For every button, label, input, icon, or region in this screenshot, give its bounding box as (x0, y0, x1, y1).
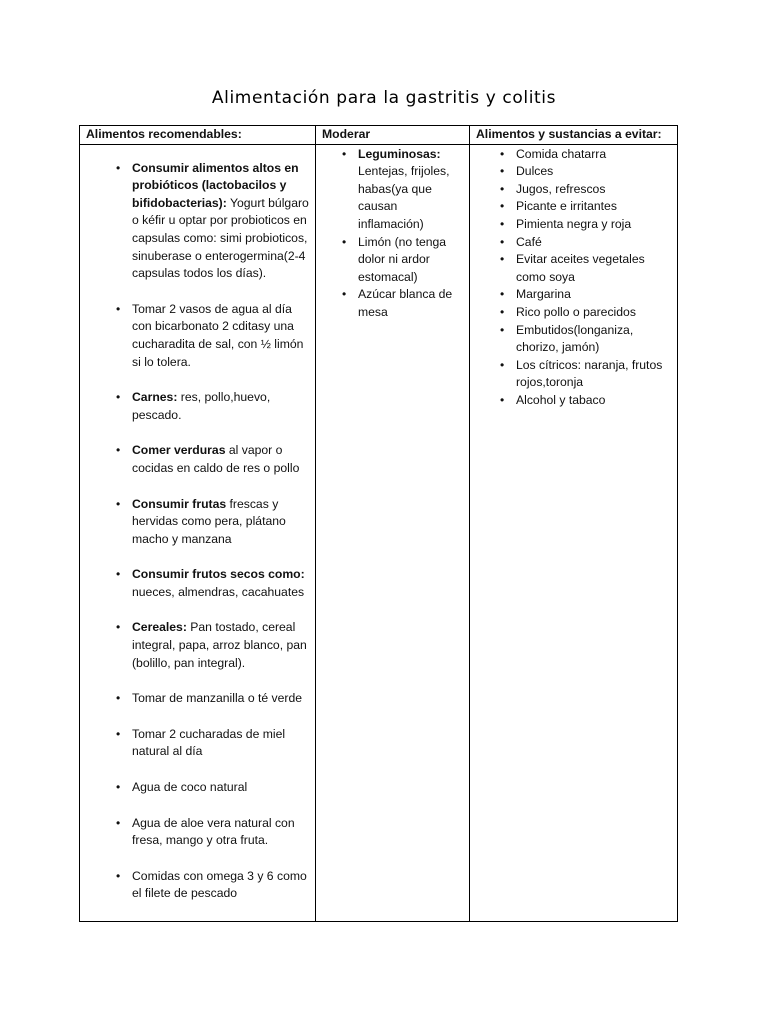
recommended-item (116, 389, 311, 424)
avoid-item-text: Embutidos(longaniza, chorizo, jamón) (516, 322, 634, 355)
recommended-item-text: Tomar 2 vasos de agua al día con bicarbonato 2 cditasy una cucharadita de sal, con ½ limón si lo tolera. (132, 301, 304, 369)
bullet-icon: • (500, 199, 505, 214)
recommended-cell (80, 144, 316, 921)
bullet-icon: • (116, 390, 121, 405)
avoid-list (470, 145, 677, 410)
bullet-icon: • (500, 392, 505, 407)
avoid-item-text: Café (516, 234, 542, 249)
recommended-item-text: Pan tostado, cereal integral, papa, arroz blanco, pan (bolillo, pan integral). (132, 620, 307, 670)
recommended-item (116, 619, 311, 672)
bullet-icon: • (116, 301, 121, 316)
moderate-item (342, 286, 465, 321)
recommended-item (116, 868, 311, 903)
document-title: Alimentación para la gastritis y colitis (211, 88, 557, 108)
recommended-list (80, 145, 315, 903)
recommended-item-heading: Consumir frutas (132, 496, 227, 511)
bullet-icon: • (116, 815, 121, 830)
recommended-item (116, 442, 311, 477)
bullet-icon: • (500, 304, 505, 319)
bullet-icon: • (116, 160, 121, 175)
recommended-item-text: Comidas con omega 3 y 6 como el filete de pescado (132, 868, 307, 901)
avoid-item-text: Margarina (516, 287, 571, 302)
table-body-row (80, 144, 678, 921)
moderate-item-text: Lentejas, frijoles, habas(ya que causan inflamación) (358, 164, 450, 231)
table-header-row (80, 126, 678, 145)
bullet-icon: • (500, 146, 505, 161)
bullet-icon: • (500, 164, 505, 179)
avoid-item-text: Dulces (516, 164, 554, 179)
moderate-list (316, 145, 469, 322)
avoid-item (500, 181, 673, 199)
avoid-item (500, 357, 673, 392)
avoid-item (500, 322, 673, 357)
header-moderate: Moderar (316, 126, 470, 145)
bullet-icon: • (500, 287, 505, 302)
bullet-icon: • (342, 234, 347, 249)
bullet-icon: • (116, 726, 121, 741)
avoid-item-text: Jugos, refrescos (516, 181, 606, 196)
bullet-icon: • (342, 146, 347, 161)
recommended-item-text: Agua de coco natural (132, 780, 248, 795)
recommended-item (116, 496, 311, 549)
bullet-icon: • (116, 868, 121, 883)
moderate-item (342, 146, 465, 234)
avoid-item-text: Los cítricos: naranja, frutos rojos,toronja (516, 357, 663, 390)
recommended-item-heading: Carnes: (132, 390, 178, 405)
avoid-item (500, 163, 673, 181)
avoid-item (500, 304, 673, 322)
recommended-item (116, 779, 311, 797)
avoid-item (500, 146, 673, 164)
header-avoid: Alimentos y sustancias a evitar: (470, 126, 678, 145)
bullet-icon: • (500, 234, 505, 249)
recommended-item-text: al vapor o cocidas en caldo de res o pollo (132, 443, 300, 475)
avoid-item (500, 251, 673, 286)
recommended-item-text: Yogurt búlgaro o kéfir u optar por probioticos en capsulas como: simi probioticos, sinuberase o enterogermina(2-4 capsulas todos los días). (132, 195, 309, 281)
bullet-icon: • (116, 691, 121, 706)
avoid-item (500, 392, 673, 410)
recommended-item-text: frescas y hervidas como pera, plátano macho y manzana (132, 496, 286, 546)
bullet-icon: • (116, 443, 121, 458)
moderate-item-text: Limón (no tenga dolor ni ardor estomacal) (358, 234, 447, 284)
recommended-item-heading: Comer verduras (132, 443, 226, 458)
bullet-icon: • (500, 216, 505, 231)
recommended-item (116, 566, 311, 601)
avoid-item (500, 234, 673, 252)
bullet-icon: • (116, 780, 121, 795)
avoid-item-text: Pimienta negra y roja (516, 216, 632, 231)
avoid-item-text: Picante e irritantes (516, 199, 617, 214)
bullet-icon: • (500, 357, 505, 372)
bullet-icon: • (500, 181, 505, 196)
recommended-item-text: Tomar de manzanilla o té verde (132, 691, 303, 706)
recommended-item (116, 690, 311, 708)
avoid-item (500, 198, 673, 216)
avoid-item (500, 216, 673, 234)
recommended-item (116, 160, 311, 283)
moderate-item (342, 234, 465, 287)
recommended-item-text: Agua de aloe vera natural con fresa, mango y otra fruta. (132, 815, 295, 848)
moderate-item-text: Azúcar blanca de mesa (358, 287, 453, 319)
bullet-icon: • (116, 496, 121, 511)
recommended-item-text: Tomar 2 cucharadas de miel natural al día (132, 726, 286, 759)
avoid-item-text: Alcohol y tabaco (516, 392, 606, 407)
recommended-item-heading: Consumir frutos secos como: (132, 567, 305, 582)
bullet-icon: • (500, 252, 505, 267)
food-table (79, 125, 678, 922)
avoid-item-text: Comida chatarra (516, 146, 607, 161)
avoid-cell (470, 144, 678, 921)
avoid-item (500, 286, 673, 304)
bullet-icon: • (342, 287, 347, 302)
moderate-item-heading: Leguminosas: (358, 146, 441, 161)
bullet-icon: • (116, 620, 121, 635)
avoid-item-text: Evitar aceites vegetales como soya (516, 252, 645, 284)
bullet-icon: • (116, 567, 121, 582)
recommended-item-heading: Consumir alimentos altos en probióticos (lactobacilos y bifidobacterias): (132, 160, 299, 210)
moderate-cell (316, 144, 470, 921)
avoid-item-text: Rico pollo o parecidos (516, 304, 636, 319)
recommended-item-text: nueces, almendras, cacahuates (132, 584, 305, 599)
recommended-item (116, 815, 311, 850)
header-recommended: Alimentos recomendables: (80, 126, 316, 145)
recommended-item (116, 301, 311, 371)
recommended-item-text: res, pollo,huevo, pescado. (132, 390, 271, 422)
bullet-icon: • (500, 322, 505, 337)
recommended-item-heading: Cereales: (132, 620, 187, 635)
recommended-item (116, 726, 311, 761)
